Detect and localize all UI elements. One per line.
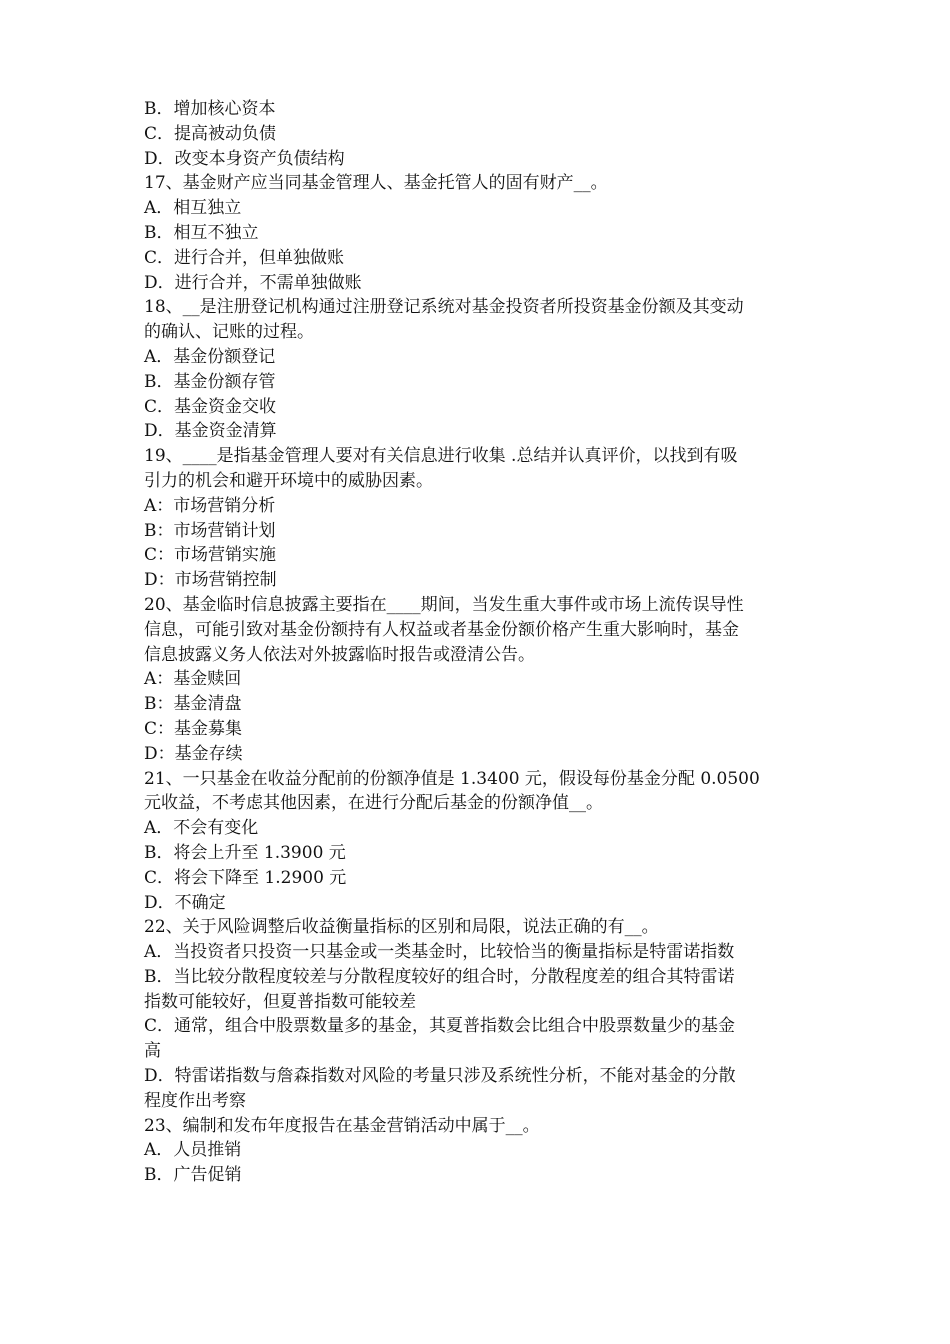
text-line: 21、一只基金在收益分配前的份额净值是 1.3400 元，假设每份基金分配 0.0500 — [144, 768, 760, 789]
text-line: 22、关于风险调整后收益衡量指标的区别和局限，说法正确的有__。 — [144, 917, 659, 938]
text-line: D．基金资金清算 — [144, 421, 277, 442]
text-line: C．进行合并，但单独做账 — [144, 247, 345, 268]
text-line: B．相互不独立 — [144, 222, 259, 243]
text-line: D．改变本身资产负债结构 — [144, 148, 345, 169]
text-line: B：基金清盘 — [144, 694, 242, 715]
text-line: B：市场营销计划 — [144, 520, 276, 541]
text-line: B．基金份额存管 — [144, 371, 276, 392]
text-line: 信息披露义务人依法对外披露临时报告或澄清公告。 — [144, 644, 535, 665]
text-line: A．不会有变化 — [144, 818, 259, 839]
text-line: 元收益，不考虑其他因素，在进行分配后基金的份额净值__。 — [144, 793, 603, 814]
text-line: D．不确定 — [144, 892, 226, 913]
text-line: C：市场营销实施 — [144, 545, 277, 566]
text-line: 指数可能较好，但夏普指数可能较差 — [144, 991, 416, 1012]
text-line: 信息，可能引致对基金份额持有人权益或者基金份额价格产生重大影响时，基金 — [144, 619, 739, 640]
text-line: 引力的机会和避开环境中的威胁因素。 — [144, 470, 433, 491]
text-line: 18、__是注册登记机构通过注册登记系统对基金投资者所投资基金份额及其变动 — [144, 297, 744, 318]
text-line: 17、基金财产应当同基金管理人、基金托管人的固有财产__。 — [144, 173, 608, 194]
text-line: 20、基金临时信息披露主要指在____期间，当发生重大事件或市场上流传误导性 — [144, 594, 744, 615]
text-line: C．基金资金交收 — [144, 396, 277, 417]
text-line: A．当投资者只投资一只基金或一类基金时，比较恰当的衡量指标是特雷诺指数 — [144, 942, 735, 963]
text-line: 的确认、记账的过程。 — [144, 322, 314, 343]
text-line: D．特雷诺指数与詹森指数对风险的考量只涉及系统性分析，不能对基金的分散 — [144, 1066, 736, 1087]
text-line: 程度作出考察 — [144, 1090, 246, 1111]
text-line: 23、编制和发布年度报告在基金营销活动中属于__。 — [144, 1115, 540, 1136]
text-line: D：基金存续 — [144, 743, 243, 764]
text-line: 19、____是指基金管理人要对有关信息进行收集 .总结并认真评价，以找到有吸 — [144, 446, 738, 467]
text-line: C．通常，组合中股票数量多的基金，其夏普指数会比组合中股票数量少的基金 — [144, 1016, 736, 1037]
text-line: A．基金份额登记 — [144, 346, 276, 367]
text-line: B．当比较分散程度较差与分散程度较好的组合时，分散程度差的组合其特雷诺 — [144, 966, 735, 987]
text-line: C．将会下降至 1.2900 元 — [144, 867, 347, 888]
text-line: B．广告促销 — [144, 1165, 242, 1186]
text-line: C．提高被动负债 — [144, 123, 277, 144]
text-line: D：市场营销控制 — [144, 570, 277, 591]
text-line: B．增加核心资本 — [144, 99, 276, 119]
text-line: A．相互独立 — [144, 198, 242, 219]
text-line: D．进行合并，不需单独做账 — [144, 272, 362, 293]
text-line: A：基金赎回 — [144, 669, 242, 690]
text-line: C：基金募集 — [144, 718, 243, 739]
text-line: 高 — [144, 1041, 161, 1062]
document-body — [144, 97, 812, 1188]
text-line: A：市场营销分析 — [144, 495, 276, 516]
text-line: B．将会上升至 1.3900 元 — [144, 842, 346, 863]
text-line: A．人员推销 — [144, 1140, 242, 1161]
